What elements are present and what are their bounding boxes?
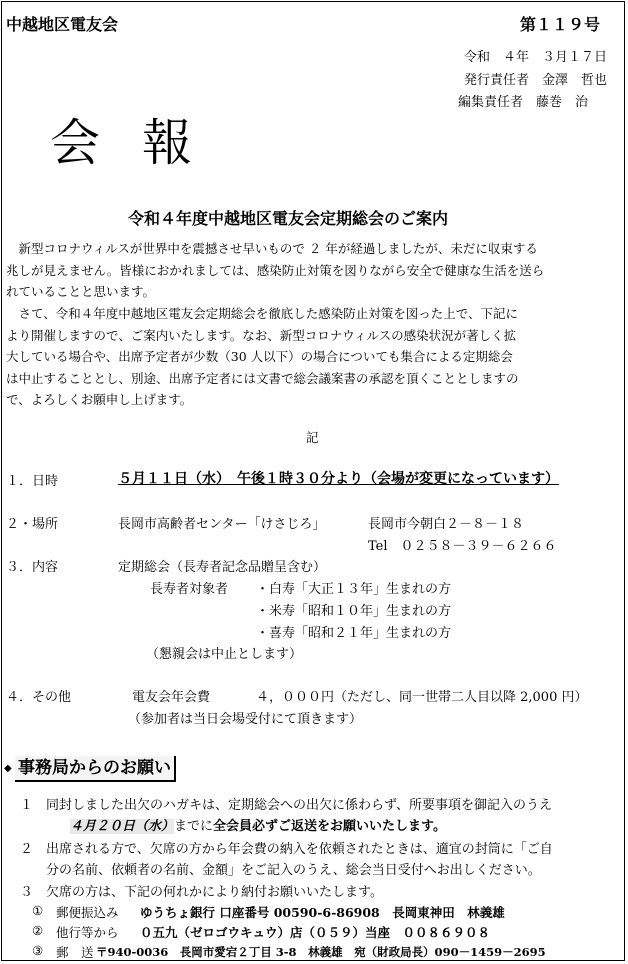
party-note: （懇親会は中止とします）: [146, 647, 303, 662]
issue-number: 第１１９号: [520, 15, 601, 34]
payment-detail: ０五九（ゼロゴウキュウ）店（０５９）当座 ００８６９０８: [140, 925, 491, 940]
place-tel: Tel ０２５８－３９－６２６６: [368, 539, 557, 554]
payment-method: 郵便振込み: [56, 905, 119, 920]
office-heading: 事務局からのお願い: [15, 756, 176, 782]
longevity-label: 長寿者対象者: [150, 582, 229, 597]
payment-method: 郵 送: [56, 945, 94, 960]
office-deadline-emph: 全会員必ずご返送をお願いいたします。: [213, 819, 446, 834]
article-paragraph-1: [6, 238, 622, 303]
office-deadline: ４月２０日（水）: [70, 819, 175, 834]
paragraph-line: 大している場合や、出席予定者が少数（30 人以下）の場合についても集合による定期総会: [6, 349, 513, 364]
office-item-number: ３: [20, 885, 34, 900]
office-item-line: 分の名前、依頼者の名前、金額」をご記入のうえ、総会当日受付へお出しください。: [46, 863, 541, 878]
content-value: 定期総会（長寿者記念品贈呈含む）: [118, 560, 327, 575]
payment-mark: ③: [32, 943, 44, 958]
article-paragraph-2: [6, 303, 622, 411]
org-name: 中越地区電友会: [6, 15, 119, 34]
editor: 編集責任者 藤巻 治: [458, 95, 589, 110]
payment-detail: ゆうちょ銀行 口座番号 00590-6-86908 長岡東神田 林義雄: [140, 905, 505, 920]
office-item-number: ２: [20, 842, 34, 857]
ki-mark: 記: [306, 430, 319, 445]
date-label: １．日時: [6, 474, 59, 489]
longevity-item: ・白寿「大正１３年」生まれの方: [256, 582, 452, 597]
office-item-number: １: [20, 798, 34, 813]
masthead-title-2: 報: [142, 114, 192, 172]
longevity-item: ・喜寿「昭和２１年」生まれの方: [256, 626, 452, 641]
paragraph-line: 兆しが見えません。皆様におかれましては、感染防止対策を図りながら安全で健康な生活を送ら: [6, 262, 545, 278]
office-item-line: 欠席の方は、下記の何れかにより納付お願いいたします。: [46, 885, 383, 900]
fee-label: 電友会年会費: [132, 690, 211, 705]
diamond-bullet-icon: ◆: [4, 763, 12, 774]
date-value: ５月１１日（水） 午後１時３０分より（会場が変更になっています）: [118, 471, 559, 487]
office-deadline-suffix: までに: [174, 819, 214, 834]
masthead-title-1: 会: [50, 114, 100, 172]
office-item-line: 出席される方で、欠席の方から年会費の納入を依頼されたときは、適宜の封筒に「ご自: [46, 842, 553, 857]
paragraph-line: 新型コロナウィルスが世界中を震撼させ早いもので ２ 年が経過しましたが、未だに収束する: [6, 241, 538, 256]
paragraph-line: れていることと思います。: [6, 284, 156, 299]
paragraph-line: は中止することとし、別途、出席予定者には文書で総会議案書の承認を頂くこととしますの: [6, 370, 519, 386]
publisher: 発行責任者 金澤 哲也: [464, 73, 608, 88]
payment-mark: ①: [32, 903, 44, 918]
fee-note: （参加者は当日会場受付にて頂きます）: [128, 712, 363, 727]
article-heading: 令和４年度中越地区電友会定期総会のご案内: [128, 209, 449, 228]
longevity-item: ・米寿「昭和１０年」生まれの方: [256, 604, 452, 619]
content-label: ３．内容: [6, 560, 59, 575]
payment-detail: 〒940-0036 長岡市愛宕２丁目 3-8 林義雄 宛（財政局長）090－1459－2695: [96, 945, 546, 959]
office-item-line: 同封しました出欠のハガキは、定期総会への出欠に係わらず、所要事項を御記入のうえ: [46, 798, 552, 813]
paragraph-line: で、よろしくお願申し上げます。: [6, 392, 193, 407]
place-name: 長岡市高齢者センター「けさじろ」: [118, 517, 326, 532]
payment-method: 他行等から: [56, 925, 119, 940]
place-address: 長岡市今朝白２－８－１８: [368, 517, 525, 532]
payment-mark: ②: [32, 923, 44, 938]
office-deadline-line: [70, 815, 446, 834]
issue-date: 令和 ４年 ３月１７日: [464, 50, 608, 65]
paragraph-line: さて、令和４年度中越地区電友会定期総会を徹底した感染防止対策を図った上で、下記に: [6, 306, 519, 321]
fee-value: ４，０００円（ただし、同一世帯二人目以降 2,000 円）: [256, 690, 588, 705]
place-label: ２・場所: [6, 517, 59, 532]
other-label: ４．その他: [6, 690, 72, 705]
paragraph-line: より開催しますので、ご案内いたします。なお、新型コロナウィルスの感染状況が著しく拡: [6, 327, 517, 343]
